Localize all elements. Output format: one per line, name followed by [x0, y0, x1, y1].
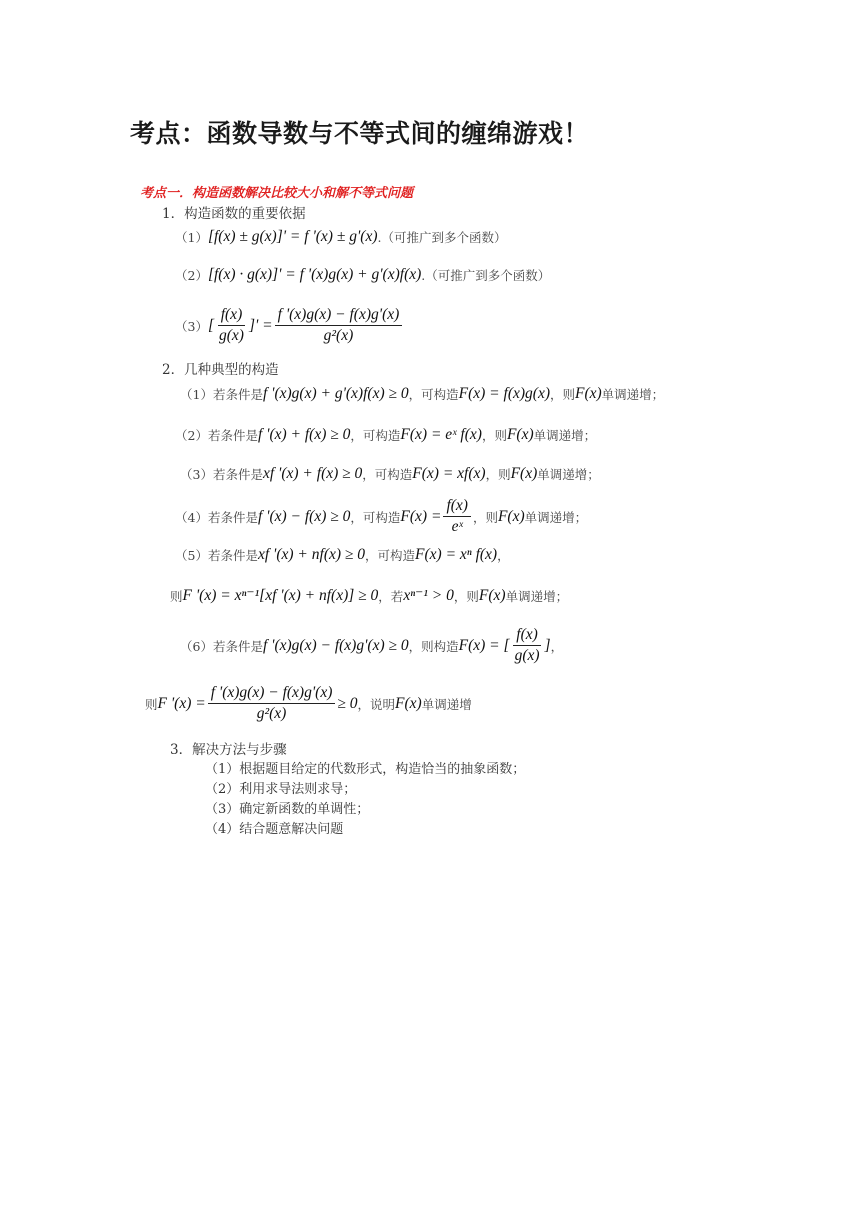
case-1-construct: F(x) = f(x)g(x)	[458, 385, 550, 402]
case-4-F: F(x)	[497, 507, 525, 525]
case-2-construct: F(x) = eˣ f(x)	[400, 426, 482, 443]
rule-3-lhs-numerator: f(x)	[218, 306, 246, 326]
case-5-end: ，	[497, 548, 510, 563]
case-3-conclusion: 单调递增；	[537, 467, 600, 482]
case-1	[180, 385, 664, 403]
section-heading: 考点一．构造函数解决比较大小和解不等式问题	[140, 186, 414, 201]
case-4-fraction	[443, 497, 471, 536]
case-1-conclusion: 单调递增；	[601, 387, 665, 402]
case-6-construct-lhs: F(x) = [	[458, 636, 510, 654]
case-5b-condition: xⁿ⁻¹ > 0	[403, 587, 454, 604]
case-1-mid: ，可构造	[408, 387, 459, 402]
case-2-mid: ，可构造	[350, 428, 401, 443]
rule-2-formula: [f(x) · g(x)]' = f '(x)g(x) + g'(x)f(x)	[207, 266, 422, 283]
rule-3-rhs-fraction	[275, 306, 403, 345]
case-2-conclusion: 单调递增；	[533, 428, 597, 443]
case-5-label: （5）若条件是	[175, 548, 258, 563]
case-4-mid: ，可构造	[350, 509, 401, 525]
rule-2-index: （2）	[175, 268, 208, 283]
case-6b-then: ，说明	[357, 696, 396, 712]
case-6-fraction	[512, 626, 543, 665]
case-3-then: ，则	[485, 467, 511, 482]
case-4	[175, 497, 587, 536]
part3-heading: 3．解决方法与步骤	[170, 742, 287, 758]
case-6b-numerator: f '(x)g(x) − f(x)g'(x)	[208, 684, 336, 704]
case-6b-fraction	[208, 684, 336, 723]
page-title: 考点：函数导数与不等式间的缠绵游戏！	[130, 119, 590, 148]
rule-3-lhs-fraction	[216, 306, 247, 345]
case-4-label: （4）若条件是	[175, 509, 258, 525]
case-1-label: （1）若条件是	[180, 387, 263, 402]
case-4-denominator: eˣ	[451, 518, 463, 535]
step-item: （3）确定新函数的单调性；	[205, 802, 370, 817]
case-6-construct-rhs: ]	[544, 636, 551, 654]
case-3-F: F(x)	[510, 465, 538, 482]
case-5-condition: xf '(x) + nf(x) ≥ 0	[257, 546, 366, 563]
case-6	[180, 626, 563, 665]
part2-heading: 2．几种典型的构造	[162, 362, 279, 378]
case-4-condition: f '(x) − f(x) ≥ 0	[257, 507, 351, 525]
case-5-construct: F(x) = xⁿ f(x)	[415, 546, 498, 563]
case-6b-F: F(x)	[395, 694, 422, 712]
rule-2	[175, 266, 550, 284]
case-1-condition: f '(x)g(x) + g'(x)f(x) ≥ 0	[262, 385, 409, 402]
case-5b-expression: F '(x) = xⁿ⁻¹[xf '(x) + nf(x)] ≥ 0	[182, 587, 379, 604]
rule-3-lhs-denominator: g(x)	[219, 327, 244, 344]
case-5b-F: F(x)	[478, 586, 506, 604]
case-6-condition: f '(x)g(x) − f(x)g'(x) ≥ 0	[262, 636, 409, 654]
case-4-conclusion: 单调递增；	[524, 509, 588, 525]
case-3-construct: F(x) = xf(x)	[412, 465, 486, 482]
case-6-numerator: f(x)	[513, 626, 541, 646]
case-4-construct-lhs: F(x) =	[400, 507, 442, 525]
case-2	[175, 426, 596, 444]
rule-3: （3） [ $\frac{f(x)}{g(x)}$ ]' = $\frac{f '(x)g(x) - f(x)g'(x)}{\text{g²(x)}}$	[175, 306, 404, 345]
case-6b-lhs: F '(x) =	[157, 694, 206, 712]
rule-2-note: .（可推广到多个函数）	[421, 268, 551, 283]
rule-3-rhs-numerator: f '(x)g(x) − f(x)g'(x)	[275, 306, 403, 326]
case-5b-conclusion: 单调递增；	[505, 588, 569, 604]
case-1-F: F(x)	[575, 385, 602, 402]
case-6-derivative	[145, 684, 472, 723]
case-6-label: （6）若条件是	[180, 638, 263, 654]
part1-heading: 1．构造函数的重要依据	[162, 206, 306, 222]
case-5-derivative	[170, 586, 568, 605]
case-3	[180, 465, 600, 483]
step-item: （1）根据题目给定的代数形式，构造恰当的抽象函数；	[205, 762, 526, 777]
rule-3-index: （3）	[175, 318, 208, 334]
case-3-mid: ，可构造	[362, 467, 413, 482]
case-2-then: ，则	[481, 428, 507, 443]
step-item: （4）结合题意解决问题	[205, 822, 344, 837]
case-5-mid: ，可构造	[365, 548, 416, 563]
case-6-denominator: g(x)	[514, 647, 540, 664]
rule-1-note: .（可推广到多个函数）	[377, 230, 507, 245]
case-4-numerator: f(x)	[443, 497, 471, 517]
case-6b-denominator: g²(x)	[256, 705, 287, 722]
case-6b-conclusion: 单调递增	[421, 696, 472, 712]
case-2-condition: f '(x) + f(x) ≥ 0	[257, 426, 351, 443]
case-6-mid: ，则构造	[408, 638, 459, 654]
case-5b-then: ，则	[453, 588, 479, 604]
case-3-condition: xf '(x) + f(x) ≥ 0	[262, 465, 363, 482]
rule-1	[175, 228, 506, 246]
case-1-then: ，则	[549, 387, 575, 402]
case-2-F: F(x)	[506, 426, 534, 443]
case-3-label: （3）若条件是	[180, 467, 263, 482]
case-6b-rhs: ≥ 0	[337, 694, 358, 712]
case-5b-pre: 则	[170, 588, 183, 604]
case-6b-pre: 则	[145, 696, 158, 712]
case-2-label: （2）若条件是	[175, 428, 258, 443]
case-5b-mid: ，若	[378, 588, 404, 604]
case-5	[175, 546, 510, 564]
case-6-end: ，	[550, 638, 564, 654]
case-4-then: ，则	[472, 509, 498, 525]
rule-3-rhs-denominator: g²(x)	[323, 327, 354, 344]
rule-1-formula: [f(x) ± g(x)]' = f '(x) ± g'(x)	[207, 228, 378, 245]
step-item: （2）利用求导法则求导；	[205, 782, 357, 797]
rule-1-index: （1）	[175, 230, 208, 245]
